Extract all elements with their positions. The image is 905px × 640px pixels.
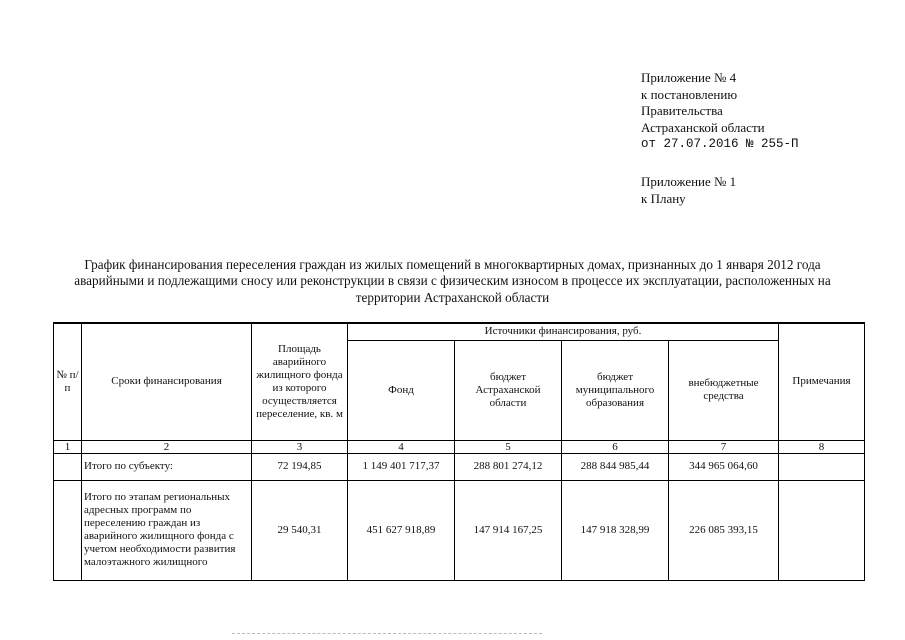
appendix-plan-line: к Плану (641, 191, 686, 206)
row-label: Итого по субъекту: (82, 453, 252, 480)
appendix-line: Приложение № 4 (641, 70, 737, 85)
header-offbudget: внебюджетные средства (669, 340, 779, 440)
column-number: 7 (669, 440, 779, 453)
header-notes: Примечания (779, 323, 865, 440)
table-row (54, 480, 865, 580)
row-notes (779, 453, 865, 480)
appendix-plan-line: Приложение № 1 (641, 174, 737, 189)
column-number-row (54, 440, 865, 453)
row-area: 29 540,31 (252, 480, 348, 580)
appendix-line: Правительства (641, 103, 723, 118)
header-area: Площадь аварийного жилищного фонда из которого осуществляется переселение, кв. м (252, 323, 348, 440)
header-municipal: бюджет муниципального образования (562, 340, 669, 440)
header-regional: бюджет Астраханской области (455, 340, 562, 440)
column-number: 4 (348, 440, 455, 453)
row-fund: 451 627 918,89 (348, 480, 455, 580)
row-offbudget: 226 085 393,15 (669, 480, 779, 580)
column-number: 5 (455, 440, 562, 453)
row-regional: 288 801 274,12 (455, 453, 562, 480)
financing-table (53, 322, 865, 581)
row-num (54, 453, 82, 480)
row-municipal: 288 844 985,44 (562, 453, 669, 480)
header-fund: Фонд (348, 340, 455, 440)
row-num (54, 480, 82, 580)
appendix-plan-block (641, 173, 736, 207)
row-municipal: 147 918 328,99 (562, 480, 669, 580)
column-number: 8 (779, 440, 865, 453)
row-label: Итого по этапам региональных адресных программ по переселению граждан из аварийного жилищного фонда с учетом необходимости развития малоэтажного жилищного (82, 480, 252, 580)
row-regional: 147 914 167,25 (455, 480, 562, 580)
column-number: 2 (82, 440, 252, 453)
row-notes (779, 480, 865, 580)
column-number: 6 (562, 440, 669, 453)
row-offbudget: 344 965 064,60 (669, 453, 779, 480)
appendix-line: Астраханской области (641, 119, 765, 135)
header-terms: Сроки финансирования (82, 323, 252, 440)
scan-artifact (232, 633, 542, 635)
row-fund: 1 149 401 717,37 (348, 453, 455, 480)
column-number: 1 (54, 440, 82, 453)
column-number: 3 (252, 440, 348, 453)
header-sources: Источники финансирования, руб. (348, 323, 779, 340)
row-area: 72 194,85 (252, 453, 348, 480)
appendix-block (641, 70, 799, 153)
table-row (54, 453, 865, 480)
appendix-line-date: от 27.07.2016 № 255-П (641, 137, 799, 151)
appendix-line: к постановлению (641, 86, 738, 102)
header-num: № п/п (54, 323, 82, 440)
document-title: График финансирования переселения граждан из жилых помещений в многоквартирных домах, признанных до 1 января 2012 года аварийными и подлежащими сносу или реконструкции в связи с физическим износом в процессе их эксплуатации, расположенных на территории Астраханской области (74, 257, 831, 305)
